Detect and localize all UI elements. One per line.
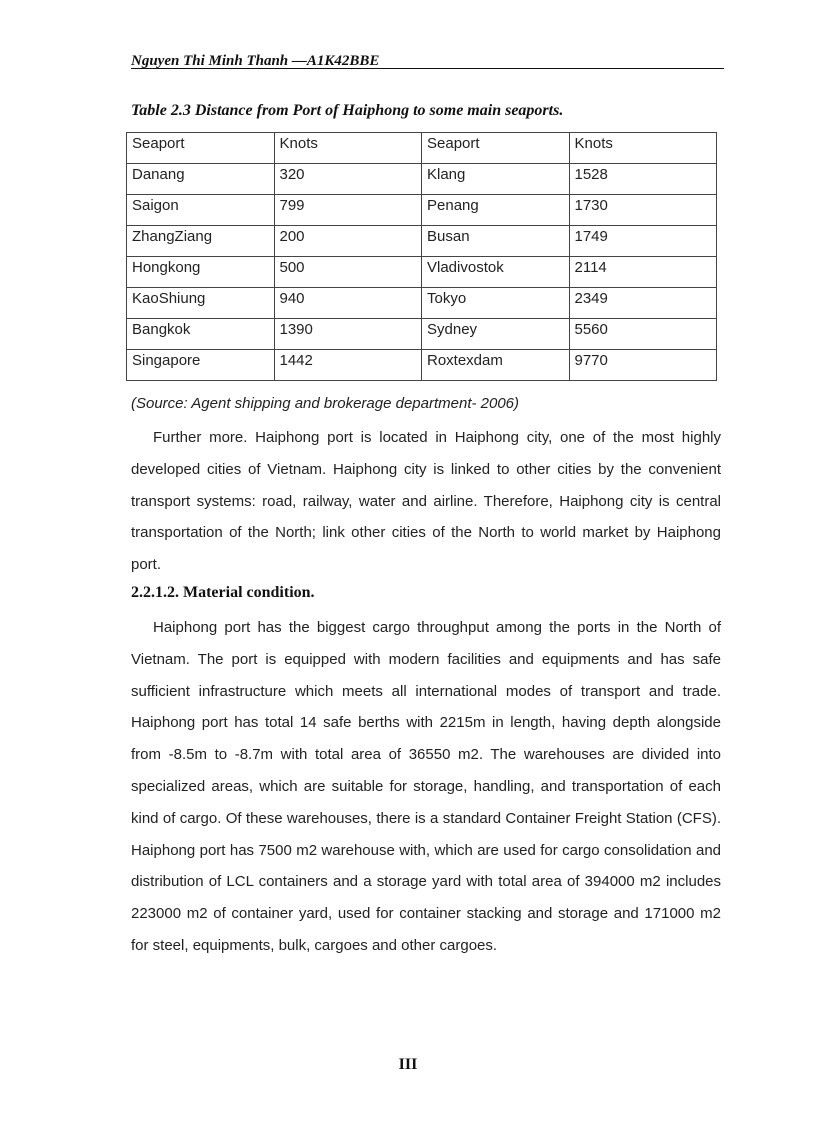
table-row (127, 319, 717, 350)
table-row (127, 350, 717, 381)
table-header-row (127, 133, 717, 164)
table-cell: 500 (274, 257, 422, 288)
seaport-distance-table (126, 132, 717, 381)
table-cell: Penang (422, 195, 570, 226)
table-cell: Singapore (127, 350, 275, 381)
table-cell: Danang (127, 164, 275, 195)
table-cell: 320 (274, 164, 422, 195)
body-paragraph-location: Further more. Haiphong port is located in Haiphong city, one of the most highly developed cities of Vietnam. Haiphong city is linked to other cities by the convenient transport systems: road, railway, water and airline. Therefore, Haiphong city is central transportation of the North; link other cities of the North to world market by Haiphong port. (131, 429, 721, 574)
table-cell: 9770 (569, 350, 717, 381)
table-row (127, 288, 717, 319)
table-row (127, 164, 717, 195)
body-paragraph-material: Haiphong port has the biggest cargo throughput among the ports in the North of Vietnam. The port is equipped with modern facilities and equipments and has safe sufficient infrastructure which meets all international modes of transport and trade. Haiphong port has total 14 safe berths with 2215m in length, having depth alongside from -8.5m to -8.7m with total area of 36550 m2. The warehouses are divided into specialized areas, which are suitable for storage, handling, and transportation of each kind of cargo. Of these warehouses, there is a standard Container Freight Station (CFS). Haiphong port has 7500 m2 warehouse with, which are used for cargo consolidation and distribution of LCL containers and a storage yard with total area of 394000 m2 includes 223000 m2 of container yard, used for container stacking and storage and 171000 m2 for steel, equipments, bulk, cargoes and other cargoes. (131, 619, 721, 954)
header-rule (131, 68, 724, 69)
table-cell: 5560 (569, 319, 717, 350)
header-cell-seaport-1: Seaport (127, 133, 275, 164)
table-cell: Bangkok (127, 319, 275, 350)
table-cell: 1390 (274, 319, 422, 350)
table-cell: KaoShiung (127, 288, 275, 319)
table-cell: 799 (274, 195, 422, 226)
table-cell: Klang (422, 164, 570, 195)
table-cell: 200 (274, 226, 422, 257)
table-cell: Roxtexdam (422, 350, 570, 381)
header-cell-seaport-2: Seaport (422, 133, 570, 164)
table-cell: 2349 (569, 288, 717, 319)
table-cell: 2114 (569, 257, 717, 288)
header-cell-knots-1: Knots (274, 133, 422, 164)
header-author-line: Nguyen Thi Minh Thanh —A1K42BBE (131, 53, 380, 69)
table-caption: Table 2.3 Distance from Port of Haiphong to some main seaports. (131, 102, 564, 119)
table-cell: Tokyo (422, 288, 570, 319)
table-cell: Sydney (422, 319, 570, 350)
table-cell: 940 (274, 288, 422, 319)
page-number: III (398, 1056, 418, 1073)
table-cell: 1528 (569, 164, 717, 195)
table-row (127, 226, 717, 257)
table-row (127, 257, 717, 288)
table-cell: Busan (422, 226, 570, 257)
header-cell-knots-2: Knots (569, 133, 717, 164)
table-row (127, 195, 717, 226)
table-cell: 1442 (274, 350, 422, 381)
table-cell: Vladivostok (422, 257, 570, 288)
table-cell: 1749 (569, 226, 717, 257)
table-cell: Saigon (127, 195, 275, 226)
table-source-note: (Source: Agent shipping and brokerage department- 2006) (131, 395, 520, 412)
section-heading: 2.2.1.2. Material condition. (131, 584, 315, 601)
table-cell: 1730 (569, 195, 717, 226)
table-cell: ZhangZiang (127, 226, 275, 257)
table-cell: Hongkong (127, 257, 275, 288)
